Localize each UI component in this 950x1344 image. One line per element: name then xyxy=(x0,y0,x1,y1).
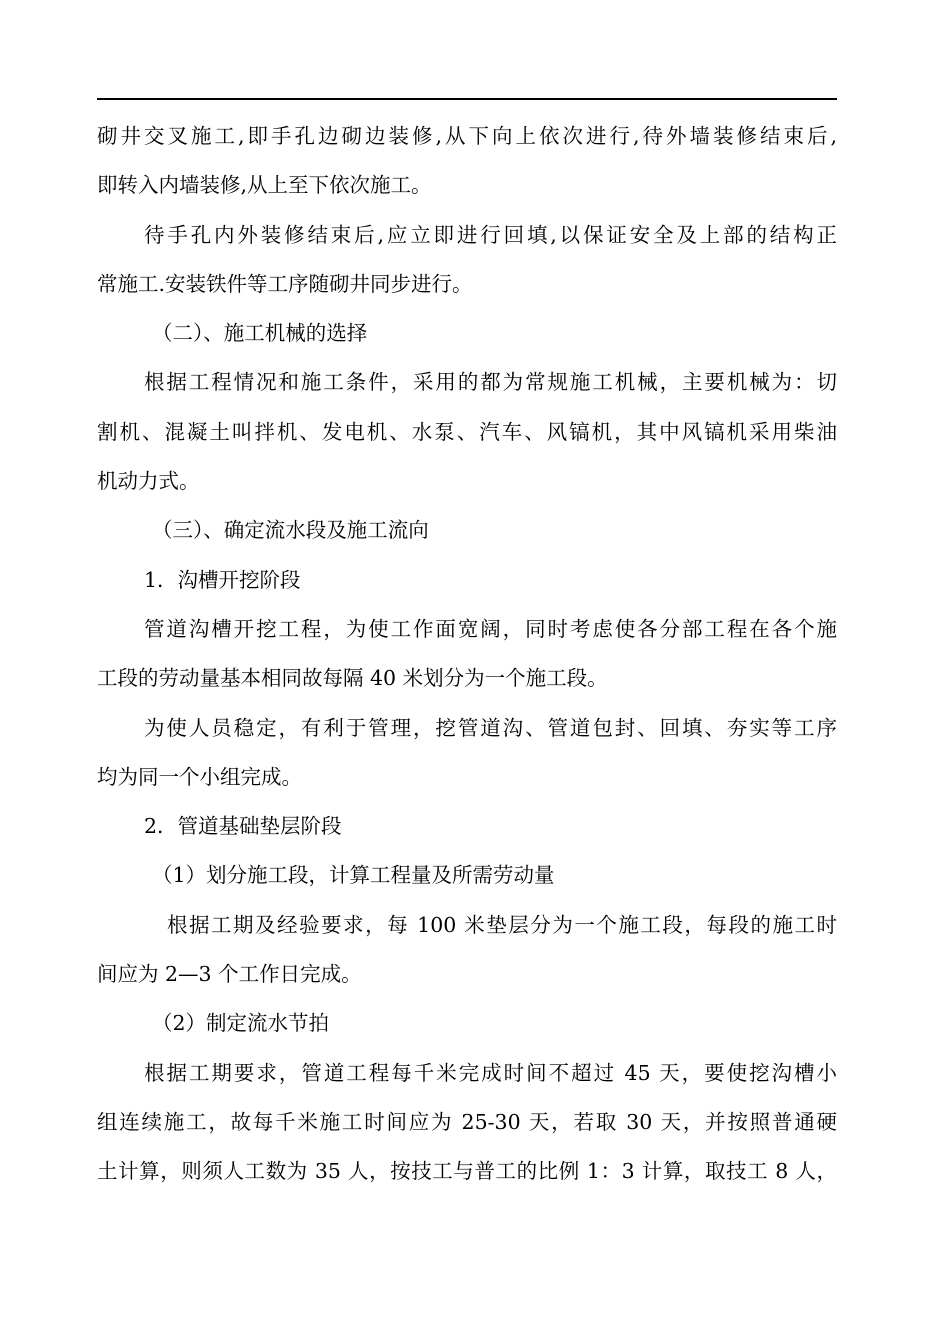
text-line: 砌井交叉施工,即手孔边砌边装修,从下向上依次进行,待外墙装修结束后, xyxy=(97,124,837,148)
text-line: 常施工.安装铁件等工序随砌井同步进行。 xyxy=(97,271,473,296)
text-line: 组连续施工，故每千米施工时间应为 25-30 天，若取 30 天，并按照普通硬 xyxy=(97,1109,837,1134)
section-heading: （二）、施工机械的选择 xyxy=(152,321,368,346)
subsection-heading: 2．管道基础垫层阶段 xyxy=(144,814,342,839)
text-line: 间应为 2—3 个工作日完成。 xyxy=(97,962,362,987)
text-line: 割机、混凝土叫拌机、发电机、水泵、汽车、风镐机，其中风镐机采用柴油 xyxy=(97,419,837,444)
subsection-heading: 1．沟槽开挖阶段 xyxy=(144,567,301,592)
header-rule xyxy=(97,98,837,100)
item-heading: （2）制定流水节拍 xyxy=(152,1011,330,1036)
text-line: 根据工程情况和施工条件，采用的都为常规施工机械，主要机械为：切 xyxy=(144,370,837,395)
item-heading: （1）划分施工段，计算工程量及所需劳动量 xyxy=(152,863,555,888)
text-line: 工段的劳动量基本相同故每隔 40 米划分为一个施工段。 xyxy=(97,666,608,691)
text-line: 根据工期要求，管道工程每千米完成时间不超过 45 天，要使挖沟槽小 xyxy=(144,1060,837,1085)
section-heading: （三）、确定流水段及施工流向 xyxy=(152,518,429,543)
text-line: 管道沟槽开挖工程，为使工作面宽阔，同时考虑使各分部工程在各个施 xyxy=(144,616,837,641)
text-line: 即转入内墙装修,从上至下依次施工。 xyxy=(97,173,432,198)
text-line: 机动力式。 xyxy=(97,469,200,494)
text-line: 待手孔内外装修结束后,应立即进行回填,以保证安全及上部的结构正 xyxy=(144,222,837,247)
text-line: 为使人员稳定，有利于管理，挖管道沟、管道包封、回填、夯实等工序 xyxy=(144,715,837,740)
text-line: 均为同一个小组完成。 xyxy=(97,764,302,789)
text-line: 土计算，则须人工数为 35 人，按技工与普工的比例 1：3 计算，取技工 8 人， xyxy=(97,1159,837,1184)
text-line: 根据工期及经验要求，每 100 米垫层分为一个施工段，每段的施工时 xyxy=(167,912,837,937)
document-body xyxy=(97,112,837,1197)
